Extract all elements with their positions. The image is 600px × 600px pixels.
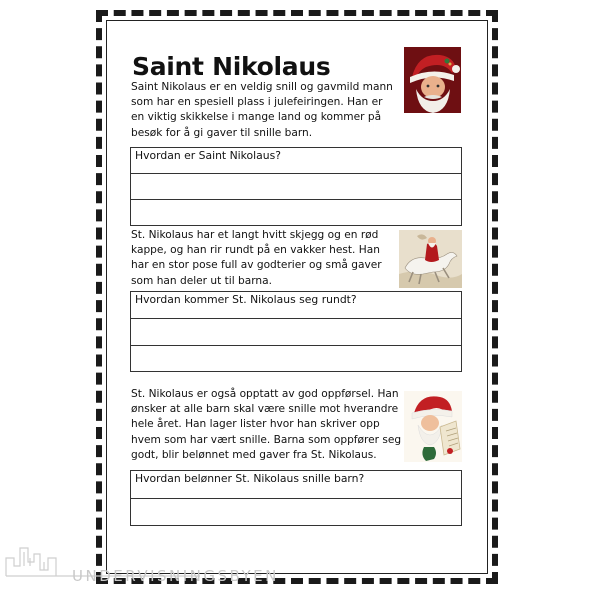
paragraph-2: St. Nikolaus har et langt hvitt skjegg og en rød kappe, og han rir rundt på en vakker hest. Han har en stor pose full av godterier og små gaver som han deler ut til barna. — [131, 229, 382, 287]
question-2: Hvordan kommer St. Nikolaus seg rundt? — [131, 292, 461, 319]
answer-line-2b[interactable] — [131, 346, 461, 373]
question-3: Hvordan belønner St. Nikolaus snille barn? — [131, 471, 461, 499]
answer-box-2 — [130, 291, 462, 372]
santa-with-list-image — [404, 391, 462, 462]
answer-line-1a[interactable] — [131, 174, 461, 200]
santa-portrait-image — [404, 47, 461, 113]
watermark-city-logo — [0, 536, 320, 596]
answer-line-3a[interactable] — [131, 499, 461, 527]
question-1: Hvordan er Saint Nikolaus? — [131, 148, 461, 174]
answer-box-3 — [130, 470, 462, 526]
watermark-text: UNDERVISNINGSBYEN — [72, 567, 279, 585]
answer-line-2a[interactable] — [131, 319, 461, 346]
answer-line-1b[interactable] — [131, 200, 461, 226]
paragraph-1: Saint Nikolaus er en veldig snill og gavmild mann som har en spesiell plass i julefeiringen. Han er en viktig skikkelse i mange land og kommer på besøk for å gi gaver til snille barn. — [131, 81, 393, 139]
answer-box-1 — [130, 147, 462, 226]
paragraph-3: St. Nikolaus er også opptatt av god oppførsel. Han ønsker at alle barn skal være snille mot hverandre hele året. Han lager lister hvor han skriver opp hvem som har vært snille. Barna som oppfører seg godt, blir belønnet med gaver fra St. Nikolaus. — [131, 388, 402, 461]
nikolaus-on-horse-image — [399, 230, 462, 288]
worksheet-title: Saint Nikolaus — [132, 52, 331, 81]
